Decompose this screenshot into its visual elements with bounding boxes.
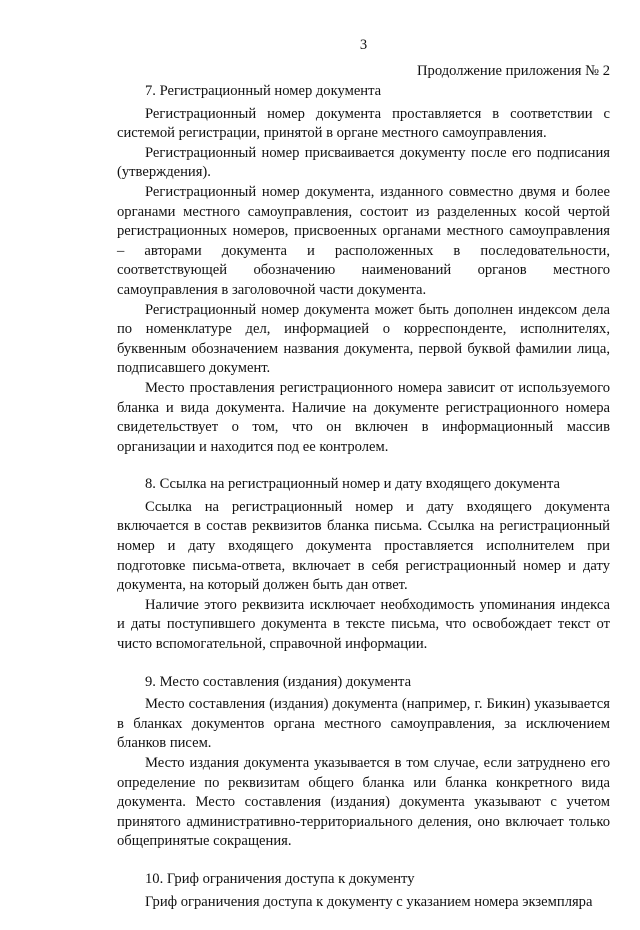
paragraph: Гриф ограничения доступа к документу с указанием номера экземпляра <box>145 893 593 910</box>
section-heading: 10. Гриф ограничения доступа к документу <box>145 870 415 887</box>
paragraph: Место составления (издания) документа (например, г. Бикин) указывается в бланках документов органа местного самоуправления, за исключением бланков писем. <box>117 696 610 752</box>
paragraph: Регистрационный номер присваивается документу после его подписания (утверждения). <box>117 144 610 181</box>
section-registration-number <box>117 82 610 457</box>
section-incoming-reference <box>117 475 610 654</box>
section-access-restriction <box>117 870 610 912</box>
paragraph: Наличие этого реквизита исключает необходимость упоминания индекса и даты поступившего документа в тексте письма, что освобождает текст от чисто вспомогательной, справочной информации. <box>117 596 610 653</box>
section-heading: 7. Регистрационный номер документа <box>145 83 382 99</box>
paragraph: Регистрационный номер документа, изданного совместно двумя и более органами местного самоуправления, состоит из разделенных косой чертой регистрационных номеров, присвоенных органами местного самоуправления – авторами документа и расположенных в последовательности, соответствующей обозначению наименований органов местного самоуправления в заголовочной части документа. <box>117 183 610 298</box>
paragraph: Регистрационный номер документа проставляется в соответствии с системой регистрации, принятой в органе местного самоуправления. <box>117 105 610 142</box>
appendix-continuation-label: Продолжение приложения № 2 <box>417 63 610 79</box>
document-body <box>117 82 610 930</box>
section-place-of-issue <box>117 673 610 852</box>
paragraph: Регистрационный номер документа может быть дополнен индексом дела по номенклатуре дел, информацией о корреспонденте, исполнителях, буквенным обозначением названия документа, первой буквой фамилии лица, подписавшего документ. <box>117 301 610 377</box>
paragraph: Место издания документа указывается в том случае, если затруднено его определение по реквизитам общего бланка или бланка конкретного вида документа. Место составления (издания) документа указывают с учетом принятого административно-территориального деления, оно включает только общепринятые сокращения. <box>117 755 610 850</box>
paragraph: Ссылка на регистрационный номер и дату входящего документа включается в состав реквизитов бланка письма. Ссылка на регистрационный номер и дату входящего документа проставляется исполнителем при подготовке письма-ответа, включает в себя регистрационный номер и дату документа, на который должен быть дан ответ. <box>117 498 610 594</box>
section-heading: 9. Место составления (издания) документа <box>145 673 412 690</box>
section-heading: 8. Ссылка на регистрационный номер и дату входящего документа <box>145 476 560 493</box>
paragraph: Место проставления регистрационного номера зависит от используемого бланка и вида документа. Наличие на документе регистрационного номера свидетельствует о том, что он включен в информационный массив организации и находится под ее контролем. <box>117 379 610 455</box>
page-number: 3 <box>359 37 368 53</box>
